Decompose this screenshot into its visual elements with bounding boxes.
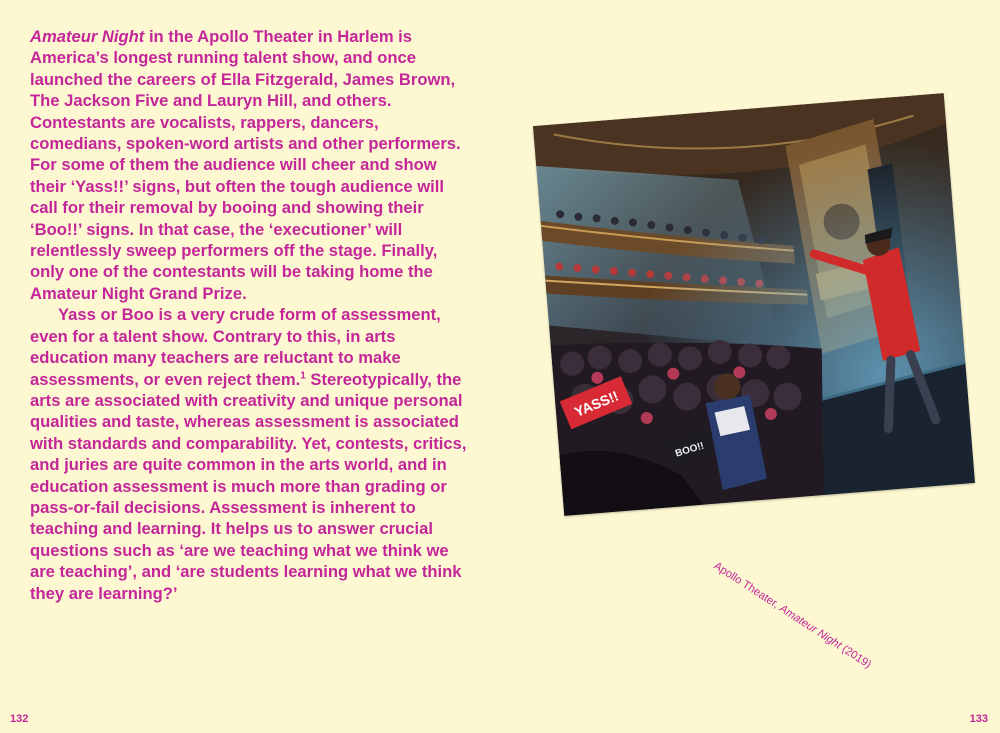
paragraph-2-text-a: Yass or Boo is a very crude form of assessment, even for a talent show. Contrary to this, in arts education many teachers are reluctant to make assessments, or even reject them. — [30, 305, 441, 389]
page-number-right: 133 — [969, 713, 988, 725]
body-text — [30, 26, 470, 604]
footnote-marker[interactable]: 1 — [300, 369, 306, 381]
caption-suffix: (2019) — [837, 641, 874, 671]
paragraph-2-text-b: Stereotypically, the arts are associated with creativity and unique personal qualities and taste, whereas assessment is associated with standards and comparability. Yet, contests, critics, and juries are quite common in the arts world, and in education assessment is much more than grading or pass-or-fail decisions. Assessment is inherent to teaching and learning. It helps us to answer crucial questions such as ‘are we teaching what we think we are teaching’, and ‘are students learning what we think they are learning?’ — [30, 369, 467, 603]
page-number-left: 132 — [10, 713, 29, 725]
yass-sign-text: YASS!! — [572, 387, 621, 420]
paragraph-2 — [30, 304, 470, 604]
photo-caption — [711, 560, 873, 671]
show-title: Amateur Night — [30, 27, 145, 46]
caption-italic: Amateur Night — [777, 602, 844, 652]
theater-photo — [533, 93, 975, 516]
paragraph-1 — [30, 26, 470, 304]
caption-prefix: Apollo Theater, — [711, 560, 784, 613]
boo-sign-text: BOO!! — [674, 440, 706, 460]
paragraph-1-text: in the Apollo Theater in Harlem is America’s longest running talent show, and once launched the careers of Ella Fitzgerald, James Brown, The Jackson Five and Lauryn Hill, and others. Contestants are vocalists, rappers, dancers, comedians, spoken-word artists and other performers. For some of them the audience will cheer and show their ‘Yass!!’ signs, but often the tough audience will call for their removal by booing and showing their ‘Boo!!’ signs. In that case, the ‘executioner’ will relentlessly sweep performers off the stage. Finally, only one of the contestants will be taking home the Amateur Night Grand Prize. — [30, 27, 461, 303]
